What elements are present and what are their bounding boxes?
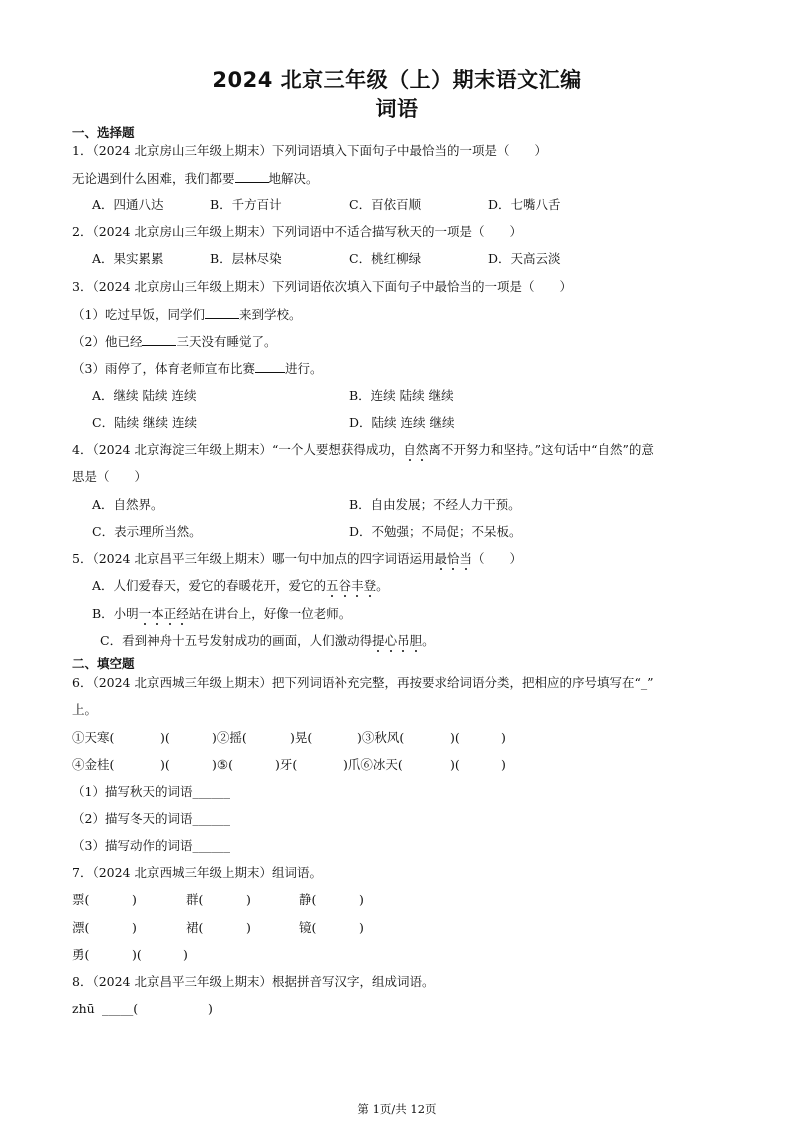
dotted-char: 丰: [351, 578, 364, 593]
q6-sub3-label: （3）描写动作的词语: [72, 838, 193, 853]
q7-r1-c3: 静(: [299, 892, 317, 907]
q4-stem-b: 离不开努力和坚持。”这句话中“自然”的意: [428, 442, 654, 457]
dotted-char: 心: [384, 633, 398, 648]
q6-sub-autumn: [72, 784, 230, 800]
dotted-char: 本: [151, 606, 164, 621]
q8-pinyin: zhū: [72, 1001, 95, 1016]
q5-a-dotted: [326, 578, 376, 593]
q3-option-c: C．陆续 继续 连续: [92, 415, 198, 430]
q3-option-d: D．陆续 连续 继续: [349, 415, 455, 430]
q6-sub2-label: （2）描写冬天的词语: [72, 811, 193, 826]
q5-c-pre: C．看到神舟十五号发射成功的画面，人们激动得: [100, 633, 373, 648]
q6-row1-part4: )晃(: [290, 730, 313, 745]
dotted-char: 谷: [338, 578, 352, 593]
q1-stem: 1．（2024 北京房山三年级上期末）下列词语填入下面句子中最恰当的一项是（ ）: [72, 143, 547, 158]
q1-sentence: [72, 170, 319, 187]
q4-stem-a: 4．（2024 北京海淀三年级上期末）“一个人要想获得成功，: [72, 442, 404, 457]
q5-b-dotted: [139, 606, 189, 621]
q2-option-a: A．果实累累: [92, 251, 164, 266]
dotted-char: 当: [459, 551, 473, 566]
q6-stem: 6．（2024 北京西城三年级上期末）把下列词语补充完整，再按要求给词语分类，把相应的序号填写在“_”: [72, 675, 654, 690]
q7-r1-c3-close: ): [359, 892, 364, 907]
q6-row2-part1: ④金桂(: [72, 757, 115, 772]
page-footer: 第 1页/共 12页: [357, 1102, 437, 1116]
q4-option-d: D．不勉强；不局促；不呆板。: [349, 524, 522, 539]
q2-stem: 2．（2024 北京房山三年级上期末）下列词语中不适合描写秋天的一项是（ ）: [72, 224, 522, 239]
q6-row1-part5: )③秋风(: [357, 730, 405, 745]
q3-sentence-2: [72, 333, 276, 350]
doc-subtitle: 词语: [375, 97, 419, 121]
q3-blank-2: [142, 333, 176, 346]
q7-r2-c2-close: ): [246, 920, 251, 935]
q5-option-b: [92, 606, 351, 622]
q8-close: ): [208, 1001, 213, 1016]
q4-option-b: B．自由发展；不经人力干预。: [349, 497, 521, 512]
q3-blank-3: [255, 360, 285, 373]
dotted-char: 登: [363, 578, 377, 593]
q6-row1-part1: ①天寒(: [72, 730, 115, 745]
q1-option-c: C．百依百顺: [349, 197, 422, 212]
q6-row1-part6: )(: [450, 730, 460, 745]
dotted-char: 胆: [409, 633, 423, 648]
q7-r2-c1-close: ): [132, 920, 137, 935]
q2-option-d: D．天高云淡: [488, 251, 561, 266]
q4-stem: [72, 442, 654, 458]
doc-title: 2024 北京三年级（上）期末语文汇编: [212, 68, 582, 92]
q6-stem-continued: 上。: [72, 702, 98, 717]
q1-option-b: B．千方百计: [210, 197, 282, 212]
q5-option-c: [100, 633, 435, 649]
q3-option-b: B．连续 陆续 继续: [349, 388, 454, 403]
q6-row2-part3: )⑤(: [212, 757, 233, 772]
dotted-char: 恰: [447, 551, 460, 566]
q8-blank: _____(: [102, 1001, 139, 1016]
q5-b-post: 站在讲台上，好像一位老师。: [188, 606, 352, 621]
q7-r2-c3-close: ): [359, 920, 364, 935]
q6-row2-part6: )(: [450, 757, 460, 772]
q7-r2-c1: 漂(: [72, 920, 90, 935]
q5-c-post: 。: [422, 633, 435, 648]
q6-row2-part4: )牙(: [275, 757, 298, 772]
q6-sub-action: [72, 838, 230, 854]
q3-stem: 3．（2024 北京房山三年级上期末）下列词语依次填入下面句子中最恰当的一项是（ ）: [72, 279, 572, 294]
dotted-char: 正: [163, 606, 177, 621]
q1-sentence-b: 地解决。: [268, 171, 319, 186]
q4-stem-continued: 思是（ ）: [72, 469, 148, 484]
q5-c-dotted: [372, 633, 422, 648]
q6-sub1-blank: ______: [192, 784, 230, 799]
q6-row2-part7: ): [501, 757, 506, 772]
q3-sentence-1: [72, 306, 301, 323]
q1-option-a: A．四通八达: [92, 197, 164, 212]
q4-option-c: C．表示理所当然。: [92, 524, 202, 539]
q5-stem: [72, 551, 522, 567]
q5-a-post: 。: [376, 578, 389, 593]
q1-blank: [235, 170, 269, 183]
q7-r1-c2: 群(: [186, 892, 204, 907]
q6-sub2-blank: ______: [192, 811, 230, 826]
dotted-char: 最: [434, 551, 448, 566]
q6-sub3-blank: ______: [192, 838, 230, 853]
q7-r2-c3: 镜(: [299, 920, 317, 935]
q3-s2-a: （2）他已经: [72, 334, 143, 349]
q5-b-pre: B．小明: [92, 606, 139, 621]
section-heading-choice: 一、选择题: [72, 125, 135, 140]
q6-row2-part2: )(: [160, 757, 170, 772]
q7-r1-c1-close: ): [132, 892, 137, 907]
q3-option-a: A．继续 陆续 连续: [92, 388, 197, 403]
q1-sentence-a: 无论遇到什么困难，我们都要: [72, 171, 235, 186]
q3-s1-a: （1）吃过早饭，同学们: [72, 307, 205, 322]
q5-a-pre: A．人们爱春天，爱它的春暖花开，爱它的: [92, 578, 327, 593]
q7-r3-c1: 勇(: [72, 947, 90, 962]
q3-s3-b: 进行。: [284, 361, 323, 376]
q3-s2-b: 三天没有睡觉了。: [176, 334, 277, 349]
q5-stem-a: 5．（2024 北京昌平三年级上期末）哪一句中加点的四字词语运用: [72, 551, 435, 566]
q7-r1-c2-close: ): [246, 892, 251, 907]
q7-stem: 7．（2024 北京西城三年级上期末）组词语。: [72, 865, 322, 880]
q3-sentence-3: [72, 360, 322, 377]
q4-option-a: A．自然界。: [92, 497, 164, 512]
q3-s3-a: （3）雨停了，体育老师宣布比赛: [72, 361, 255, 376]
q2-option-b: B．层林尽染: [210, 251, 282, 266]
dotted-char: 提: [372, 633, 385, 648]
q2-option-c: C．桃红柳绿: [349, 251, 422, 266]
q4-dotted-char-1: 自: [403, 442, 416, 457]
q7-r3-c1-close: ): [183, 947, 188, 962]
q6-row1-part3: )②摇(: [212, 730, 247, 745]
q5-stem-b: （ ）: [472, 551, 523, 566]
dotted-char: 一: [138, 606, 152, 621]
dotted-char: 五: [326, 578, 339, 593]
q7-r3-c1-mid: )(: [132, 947, 142, 962]
q8-stem: 8．（2024 北京昌平三年级上期末）根据拼音写汉字，组成词语。: [72, 974, 435, 989]
q1-option-d: D．七嘴八舌: [488, 197, 561, 212]
q6-sub-winter: [72, 811, 230, 827]
q5-option-a: [92, 578, 389, 594]
q7-r1-c1: 票(: [72, 892, 90, 907]
dotted-char: 经: [176, 606, 189, 621]
q6-row2-part5: )爪⑥冰天(: [343, 757, 403, 772]
q3-s1-b: 来到学校。: [238, 307, 302, 322]
q6-row1-part7: ): [501, 730, 506, 745]
q3-blank-1: [205, 306, 239, 319]
section-heading-fill: 二、填空题: [72, 656, 135, 671]
q6-sub1-label: （1）描写秋天的词语: [72, 784, 193, 799]
dotted-char: 吊: [397, 633, 410, 648]
q6-row1-part2: )(: [160, 730, 170, 745]
q7-r2-c2: 裙(: [186, 920, 204, 935]
q4-dotted-char-2: 然: [415, 442, 429, 457]
q5-stem-dotted: [435, 551, 473, 566]
